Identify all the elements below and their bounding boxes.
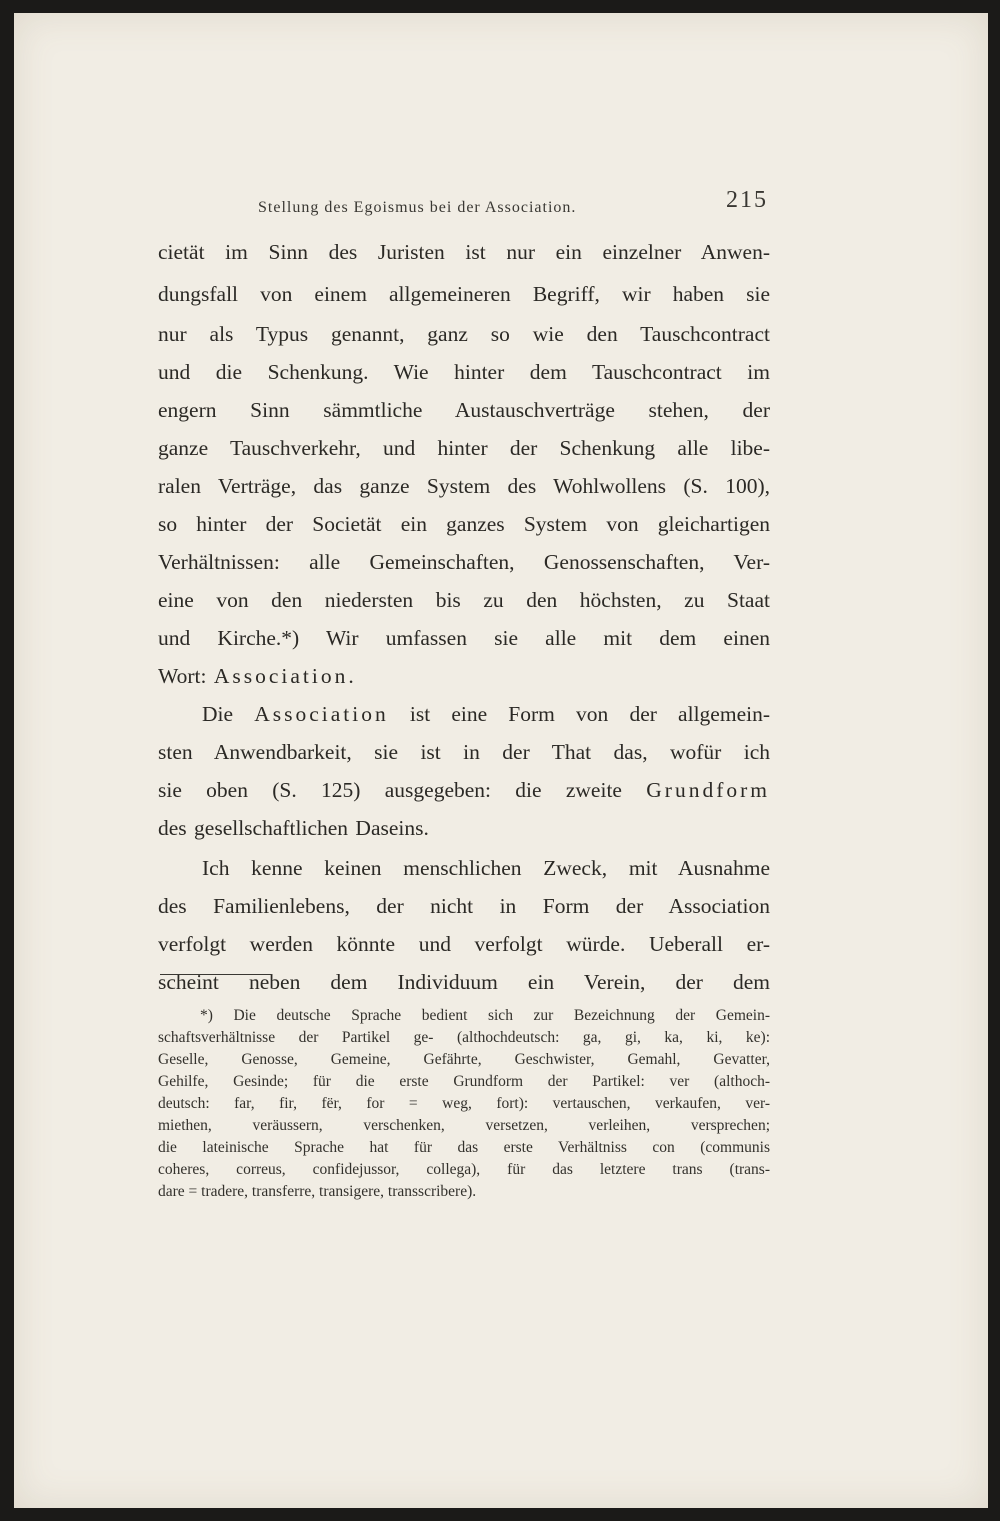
body-line: sten Anwendbarkeit, sie ist in der That das, wofür ich: [158, 740, 770, 764]
footnote-line: deutsch: far, fir, fër, for = weg, fort): vertauschen, verkaufen, ver-: [158, 1095, 770, 1112]
body-line: [158, 661, 770, 691]
running-header-title: Stellung des Egoismus bei der Association.: [258, 199, 577, 216]
body-line: verfolgt werden könnte und verfolgt würde. Ueberall er-: [158, 932, 770, 956]
body-line: und Kirche.*) Wir umfassen sie alle mit dem einen: [158, 626, 770, 650]
body-text: Wort:: [158, 664, 214, 688]
spaced-term: Association: [213, 664, 349, 688]
footnote-line: coheres, correus, confidejussor, collega), für das letztere trans (trans-: [158, 1161, 770, 1178]
spaced-term: Grundform: [646, 778, 770, 802]
footnote-line: schaftsverhältnisse der Partikel ge- (althochdeutsch: ga, gi, ka, ki, ke):: [158, 1029, 770, 1046]
body-line: ralen Verträge, das ganze System des Wohlwollens (S. 100),: [158, 474, 770, 498]
body-line: ganze Tauschverkehr, und hinter der Schenkung alle libe-: [158, 436, 770, 460]
body-line: des Familienlebens, der nicht in Form der Association: [158, 894, 770, 918]
body-line: [158, 775, 770, 805]
page-number: 215: [726, 187, 768, 213]
body-text: Die: [202, 702, 255, 726]
body-line: eine von den niedersten bis zu den höchsten, zu Staat: [158, 588, 770, 612]
body-line: engern Sinn sämmtliche Austauschverträge stehen, der: [158, 398, 770, 422]
body-line: dungsfall von einem allgemeineren Begriff, wir haben sie: [158, 282, 770, 306]
footnote-line: Gehilfe, Gesinde; für die erste Grundform der Partikel: ver (althoch-: [158, 1073, 770, 1090]
paragraph-start: [158, 699, 770, 729]
paragraph-start: Ich kenne keinen menschlichen Zweck, mit Ausnahme: [202, 856, 770, 880]
footnote-line: dare = tradere, transferre, transigere, transscribere).: [158, 1183, 477, 1200]
body-line: scheint neben dem Individuum ein Verein, der dem: [158, 970, 770, 994]
body-line: cietät im Sinn des Juristen ist nur ein einzelner Anwen-: [158, 240, 770, 264]
body-text: ist eine Form von der allgemein-: [388, 702, 770, 726]
footnote-line: die lateinische Sprache hat für das erste Verhältniss con (communis: [158, 1139, 770, 1156]
body-line: und die Schenkung. Wie hinter dem Tauschcontract im: [158, 360, 770, 384]
footnote-line: miethen, veräussern, verschenken, versetzen, verleihen, versprechen;: [158, 1117, 770, 1134]
body-line: so hinter der Societät ein ganzes System von gleichartigen: [158, 512, 770, 536]
body-line: nur als Typus genannt, ganz so wie den Tauschcontract: [158, 322, 770, 346]
footnote-rule: [160, 974, 272, 975]
running-header: [258, 185, 768, 221]
body-line: Verhältnissen: alle Gemeinschaften, Genossenschaften, Ver-: [158, 550, 770, 574]
body-text: sie oben (S. 125) ausgegeben: die zweite: [158, 778, 647, 802]
footnote-line: Geselle, Genosse, Gemeine, Gefährte, Geschwister, Gemahl, Gevatter,: [158, 1051, 770, 1068]
book-page: [14, 13, 988, 1508]
body-line: des gesellschaftlichen Daseins.: [158, 816, 429, 840]
body-text: .: [348, 664, 354, 688]
footnote-line: *) Die deutsche Sprache bedient sich zur Bezeichnung der Gemein-: [200, 1007, 770, 1024]
spaced-term: Association: [254, 702, 389, 726]
